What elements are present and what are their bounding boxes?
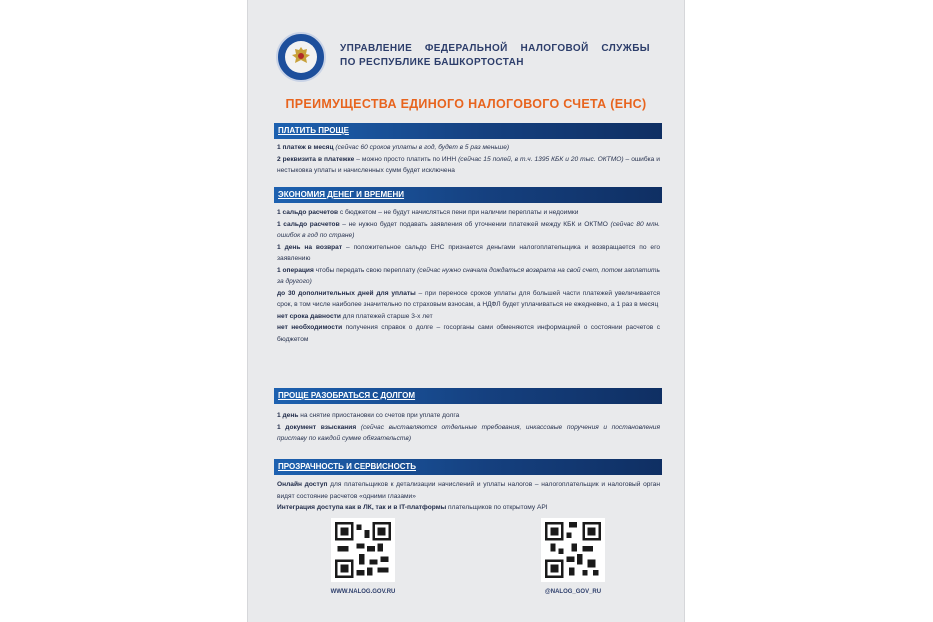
qr-code-icon[interactable] [541,518,605,582]
list-item: 1 сальдо расчетов – не нужно будет подавать заявления об уточнении платежей между КБК и ОКТМО (сейчас 80 млн. ошибок в год по стране) [277,220,661,239]
header-word-2: ФЕДЕРАЛЬНОЙ [424,43,508,54]
list-item: Онлайн доступ для плательщиков к детализации начислений и уплаты налогов – налогоплательщик и налоговый орган видят состояние расчетов «одними глазами» [277,481,660,500]
list-item: 1 день на возврат – положительное сальдо ЕНС признается деньгами налогоплательщика и возвращается по его заявлению [277,243,660,262]
fns-emblem-icon [276,32,326,82]
qr-label-site[interactable]: WWW.NALOG.GOV.RU [330,589,396,595]
qr-label-social[interactable]: @NALOG_GOV_RU [544,589,602,595]
qr-code-icon[interactable] [331,518,395,582]
header-word-1: УПРАВЛЕНИЕ [340,43,413,54]
list-item: 2 реквизита в платежке – можно просто платить по ИНН (сейчас 15 полей, в т.ч. 1395 КБК и 20 тыс. ОКТМО) – ошибка и нестыковка уплаты и начисленных сумм будет исключена [277,155,660,174]
list-item: до 30 дополнительных дней для уплаты – при переносе сроков уплаты для большей части платежей увеличивается срок, в том числе наиболее значительно по страховым взносам, а НДФЛ будет уплачиваться не ежедневно, а 1 раз в месяц [277,289,660,308]
header-org-name [340,42,650,70]
section-body-pay [277,142,660,177]
list-item: 1 день на снятие приостановки со счетов при уплате долга [277,412,460,419]
section-heading-savings: ЭКОНОМИЯ ДЕНЕГ И ВРЕМЕНИ [274,187,662,203]
flyer-page [247,0,685,622]
section-body-savings [277,207,660,345]
header-word-4: СЛУЖБЫ [601,43,650,54]
section-body-transparency [277,479,660,514]
list-item: Интеграция доступа как в ЛК, так и в IT-платформы плательщиков по открытому API [277,504,548,511]
section-body-debt [277,410,660,445]
header-line-2: ПО РЕСПУБЛИКЕ БАШКОРТОСТАН [340,57,524,68]
list-item: 1 платеж в месяц (сейчас 60 сроков уплаты в год, будет в 5 раз меньше) [277,144,510,151]
list-item: нет необходимости получения справок о долге – госорганы сами обменяются информацией о состоянии расчетов с бюджетом [277,324,660,343]
section-heading-transparency: ПРОЗРАЧНОСТЬ И СЕРВИСНОСТЬ [274,459,662,475]
section-heading-debt: ПРОЩЕ РАЗОБРАТЬСЯ С ДОЛГОМ [274,388,662,404]
page-title: ПРЕИМУЩЕСТВА ЕДИНОГО НАЛОГОВОГО СЧЕТА (ЕНС) [285,97,647,111]
list-item: 1 операция чтобы передать свою переплату (сейчас нужно сначала дождаться возврата на свой счет, потом заплатить за другого) [277,266,661,285]
header-word-3: НАЛОГОВОЙ [520,43,589,54]
section-heading-pay: ПЛАТИТЬ ПРОЩЕ [274,123,662,139]
list-item: 1 документ взыскания (сейчас выставляются отдельные требования, инкассовые поручения и постановления приставу по каждой сумме обязательств) [277,423,660,442]
list-item: 1 сальдо расчетов с бюджетом – не будут начисляться пени при наличии переплаты и недоимки [277,209,579,216]
list-item: нет срока давности для платежей старше 3-х лет [277,312,433,320]
